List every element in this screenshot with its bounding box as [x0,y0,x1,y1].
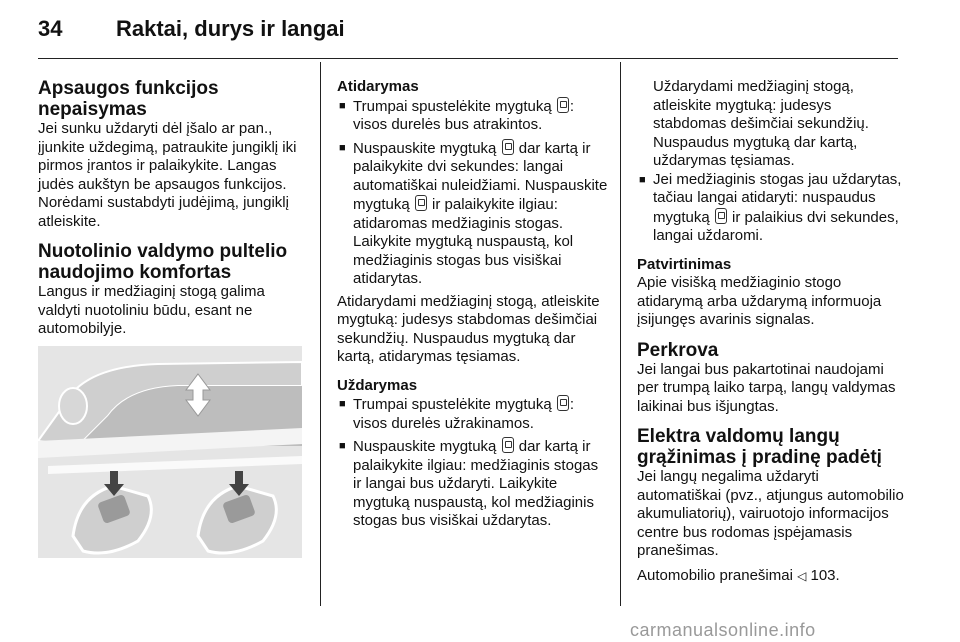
header-rule [38,58,898,59]
text-messages-ref: Automobilio pranešimai ◁ 103. [637,566,840,584]
heading-open: Atidarymas [337,78,419,95]
column-divider-1 [320,62,321,606]
text-init: Jei langų negalima uždaryti automatiškai (pvz., atjungus automobilio akumuliatorių), vairuotojo informacijos centre bus rodomas įspėjamasis pranešimas. [637,468,904,559]
lock-key-icon [715,208,727,224]
heading-close: Uždarymas [337,376,418,394]
list-item: ■ Trumpai spustelėkite mygtuką : visos durelės užrakinamos. [339,396,575,432]
list-item: ■ Jei medžiaginis stogas jau uždarytas, tačiau langai atidaryti: nuspaudus mygtuką ir palaikius dvi sekundes, langai uždaromi. [639,170,902,244]
watermark: carmanualsonline.info [630,620,816,640]
bullet-icon: ■ [339,398,346,410]
column-2 [337,78,609,535]
column-1 [38,78,310,339]
illustration-svg [38,346,302,558]
list-item: ■ Nuspauskite mygtuką dar kartą ir palaikykite ilgiau: medžiaginis stogas ir langai bus uždaryti. Laikykite mygtuką nuspaustą, kol medžiaginis stogas bus visiškai uždarytas. [339,438,599,529]
text-open-release: Atidarydami medžiaginį stogą, atleiskite mygtuką: judesys stabdomas dešimčiai sekundžių. Nuspaudus mygtuką dar kartą, atidarymas tęsiamas. [337,292,600,365]
heading-remote: Nuotolinio valdymo pultelio naudojimo komfortas [38,241,288,283]
column-divider-2 [620,62,621,606]
unlock-key-icon [415,195,427,211]
bullet-icon: ■ [639,173,646,186]
bullet-icon: ■ [339,440,346,452]
roof-list [637,171,907,246]
close-list [337,395,609,531]
text-remote: Langus ir medžiaginį stogą galima valdyti nuotoliniu būdu, esant ne automobilyje. [38,283,265,337]
chapter-title: Raktai, durys ir langai [116,16,345,41]
bullet-icon: ■ [339,141,346,154]
column-3 [637,78,907,585]
heading-confirm: Patvirtinimas [637,255,732,273]
lock-key-icon [502,437,514,453]
page-number: 34 [38,16,63,41]
text-confirm: Apie visišką medžiaginio stogo atidarymą arba uždarymą informuoja įsijungęs avarinis signalas. [637,274,882,328]
heading-override: Apsaugos funkcijos nepaisymas [38,78,219,120]
heading-reload: Perkrova [637,339,719,361]
bullet-icon: ■ [339,99,346,112]
page-ref-link[interactable]: 103. [810,566,840,584]
open-list [337,97,609,289]
lock-key-icon [557,395,569,411]
unlock-key-icon [557,97,569,113]
page-ref-arrow-icon: ◁ [797,568,807,583]
text-override: Jei sunku uždaryti dėl įšalo ar pan., įjunkite uždegimą, patraukite jungiklį iki pirmos įrantos ir palaikykite. Langas judės aukštyn be apsaugos funkcijos. Norėdami sustabdyti judėjimą, jungiklį atleiskite. [38,120,297,230]
text-reload: Jei langai bus pakartotinai naudojami per trumpą laiko tarpą, langų valdymas laikinai bus išjungtas. [637,360,896,415]
text-close-release: Uždarydami medžiaginį stogą, atleiskite mygtuką: judesys stabdomas dešimčiai sekundžių. Nuspaudus mygtuką dar kartą, uždarymas tęsiamas. [653,78,869,169]
heading-init: Elektra valdomų langų grąžinimas į pradinę padėtį [637,426,882,468]
remote-key-illustration [38,346,302,558]
list-item: ■ Nuspauskite mygtuką dar kartą ir palaikykite dvi sekundes: langai automatiškai nuleidžiami. Nuspauskite mygtuką ir palaikykite ilgiau: atidaromas medžiaginis stogas. Laikykite mygtuką nuspaustą, kol medžiaginis stogas bus visiškai atidarytas. [339,139,608,287]
page-header [38,16,345,50]
list-item: ■ Trumpai spustelėkite mygtuką : visos durelės bus atrakintos. [339,97,575,133]
unlock-key-icon [502,139,514,155]
